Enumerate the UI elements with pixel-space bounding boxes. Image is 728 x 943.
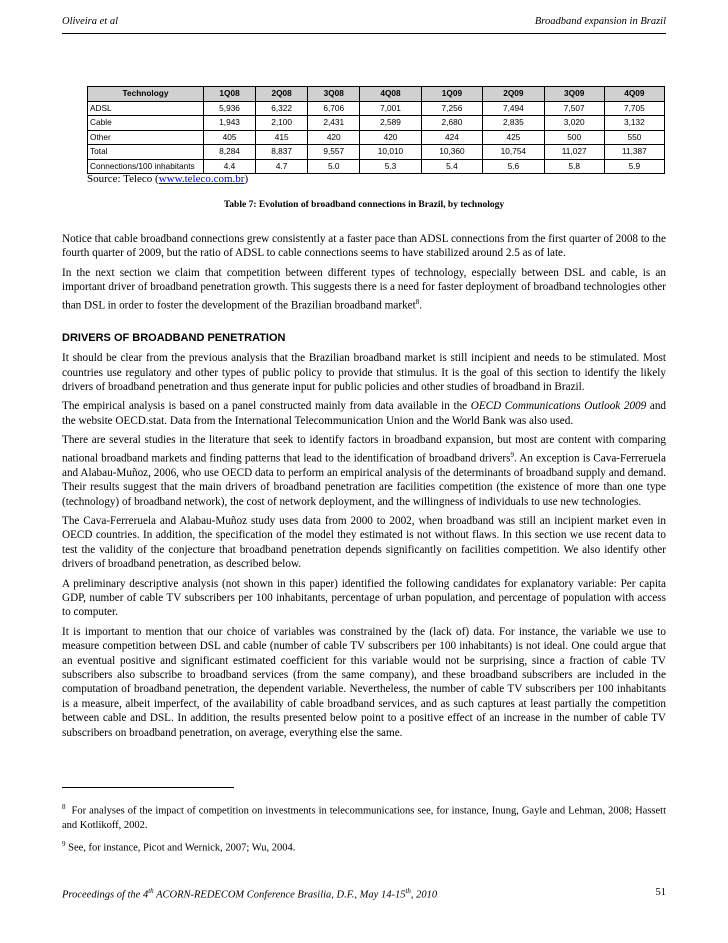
table-cell: 425 — [483, 130, 544, 145]
section-heading: DRIVERS OF BROADBAND PENETRATION — [62, 331, 286, 344]
column-header: 1Q08 — [204, 87, 256, 102]
table-cell: 8,837 — [256, 145, 308, 160]
table-cell: 2,589 — [360, 116, 421, 131]
table-cell: 10,754 — [483, 145, 544, 160]
teleco-link[interactable]: www.teleco.com.br — [158, 173, 245, 185]
table-cell: 1,943 — [204, 116, 256, 131]
table-header-row — [88, 87, 665, 102]
row-label: Cable — [88, 116, 204, 131]
column-header: 4Q08 — [360, 87, 421, 102]
paragraph: Notice that cable broadband connections grew consistently at a faster pace than ADSL connections from the first quarter of 2008 to the fourth quarter of 2009, but the ratio of ADSL to cable connections seems to have stabilized around 2.5 as of late. — [62, 233, 666, 260]
row-label: ADSL — [88, 101, 204, 116]
paragraph: The empirical analysis is based on a panel constructed mainly from data available in the OECD Communications Outlook 2009 and the website OECD.stat. Data from the International Telecommunication Union and the World Bank was also used. — [62, 400, 667, 427]
broadband-connections-table — [87, 86, 665, 174]
table-caption: Table 7: Evolution of broadband connections in Brazil, by technology — [223, 200, 505, 210]
table-cell: 3,132 — [604, 116, 664, 131]
table-cell: 9,557 — [308, 145, 360, 160]
footnote-8: $^8$ For analyses of the impact of competition on investments in telecommunications see, for instance, Inung, Gayle and Lehman, 2008; Hassett and Kotlikoff, 2002. — [62, 803, 667, 831]
table-cell: 5.0 — [308, 159, 360, 174]
table-cell: 5.4 — [421, 159, 482, 174]
table-cell: 2,431 — [308, 116, 360, 131]
header-rule — [62, 33, 666, 34]
table-cell: 5.3 — [360, 159, 421, 174]
page-number: 51 — [655, 887, 666, 898]
column-header: 2Q09 — [483, 87, 544, 102]
table-cell: 7,001 — [360, 101, 421, 116]
table-cell: 10,010 — [360, 145, 421, 160]
table-cell: 11,027 — [544, 145, 604, 160]
column-header: 2Q08 — [256, 87, 308, 102]
table-row — [88, 145, 665, 160]
table-cell: 5,936 — [204, 101, 256, 116]
table-cell: 420 — [360, 130, 421, 145]
body-text — [62, 232, 666, 745]
paragraph: It should be clear from the previous analysis that the Brazilian broadband market is still incipient and needs to be stimulated. Most countries use regulatory and other types of public policy to provide that stimulus. It is the goal of this section to identify the likely drivers of broadband penetration and thus generate input for public policies and other studies of broadband in Brazil. — [62, 352, 666, 393]
column-header-technology: Technology — [88, 87, 204, 102]
table-cell: 6,322 — [256, 101, 308, 116]
table-row — [88, 130, 665, 145]
table-cell: 10,360 — [421, 145, 482, 160]
table-cell: 2,835 — [483, 116, 544, 131]
table-cell: 4.4 — [204, 159, 256, 174]
running-header-author: Oliveira et al — [62, 16, 118, 27]
row-label: Connections/100 inhabitants — [88, 159, 204, 174]
running-header-title: Broadband expansion in Brazil — [534, 16, 666, 27]
paragraph: The Cava-Ferreruela and Alabau-Muñoz study uses data from 2000 to 2002, when broadband was still an incipient market even in OECD countries. In addition, the specification of the model they estimated is not without flaws. In this section we use recent data to test the validity of the conjecture that broadband penetration depends significantly on facilities competition. We also identify other drivers of broadband penetration, as described below. — [62, 514, 666, 571]
row-label: Other — [88, 130, 204, 145]
table-cell: 7,256 — [421, 101, 482, 116]
table-row — [88, 159, 665, 174]
footer-proceedings: Proceedings of the 4th ACORN-REDECOM Conference Brasilia, D.F., May 14-15th, 2010 — [62, 887, 438, 901]
table-row — [88, 101, 665, 116]
column-header: 3Q09 — [544, 87, 604, 102]
footnote-9: $^9$ See, for instance, Picot and Wernick, 2007; Wu, 2004. — [62, 840, 296, 854]
table-row — [88, 116, 665, 131]
footnote-rule — [62, 787, 234, 788]
table-cell: 2,100 — [256, 116, 308, 131]
table-cell: 500 — [544, 130, 604, 145]
table-cell: 11,387 — [604, 145, 664, 160]
column-header: 3Q08 — [308, 87, 360, 102]
table-cell: 4.7 — [256, 159, 308, 174]
table-cell: 415 — [256, 130, 308, 145]
column-header: 4Q09 — [604, 87, 664, 102]
table-cell: 8,284 — [204, 145, 256, 160]
table-cell: 3,020 — [544, 116, 604, 131]
table-cell: 5.6 — [483, 159, 544, 174]
table-cell: 405 — [204, 130, 256, 145]
table-cell: 6,706 — [308, 101, 360, 116]
table-cell: 7,494 — [483, 101, 544, 116]
table-cell: 2,680 — [421, 116, 482, 131]
footnote-ref: 8 — [415, 297, 420, 306]
table-source: Source: Teleco (www.teleco.com.br) — [87, 173, 249, 185]
table-cell: 420 — [308, 130, 360, 145]
paragraph: A preliminary descriptive analysis (not shown in this paper) identified the following candidates for explanatory variable: Per capita GDP, number of cable TV subscribers per 100 inhabitants, percentage of urban population, and percentage of population with access to computer. — [62, 577, 666, 619]
footnote-ref: 9 — [510, 450, 514, 459]
row-label: Total — [88, 145, 204, 160]
table-cell: 5.9 — [604, 159, 664, 174]
table-cell: 424 — [421, 130, 482, 145]
table-cell: 5.8 — [544, 159, 604, 174]
paragraph: In the next section we claim that competition between different types of technology, especially between DSL and cable, is an important driver of broadband penetration growth. This suggests there is a need for faster deployment of broadband technologies other than DSL in order to foster the development of the Brazilian broadband market$^8$. — [62, 266, 666, 312]
paragraph: It is important to mention that our choice of variables was constrained by the (lack of) data. For instance, the variable we use to measure competition between DSL and cable (number of cable TV subscribers per 100 inhabitants) is not ideal. One could argue that an eventual positive and significant estimated coefficient for this variable would not be surprising, since a fraction of cable TV subscribers also subscribe to broadband services (from the same company), and these broadband subscribers are included in the computation of broadband penetration, the dependent variable. Nevertheless, the number of cable TV subscribers per 100 inhabitants is a measure, albeit imperfect, of the availability of cable broadband services, and as such captures at least partially the competition between cable and DSL. In addition, the results presented below point to a positive effect of an increase in the number of cable TV subscribers on broadband penetration, on average, everything else the same. — [62, 625, 666, 739]
table-cell: 7,705 — [604, 101, 664, 116]
table-cell: 550 — [604, 130, 664, 145]
paragraph: There are several studies in the literature that seek to identify factors in broadband expansion, but most are content with comparing national broadband markets and finding patterns that lead to the identification of broadband drivers$^9$. An exception is Cava-Ferreruela and Alabau-Muñoz, 2006, who use OECD data to perform an empirical analysis of the determinants of broadband supply and demand. Their results suggest that the main drivers of broadband penetration are facilities competition (the existence of more than one type (technology) of broadband network), the cost of network deployment, and the willingness of individuals to use new technologies. — [62, 434, 666, 508]
column-header: 1Q09 — [421, 87, 482, 102]
table-cell: 7,507 — [544, 101, 604, 116]
